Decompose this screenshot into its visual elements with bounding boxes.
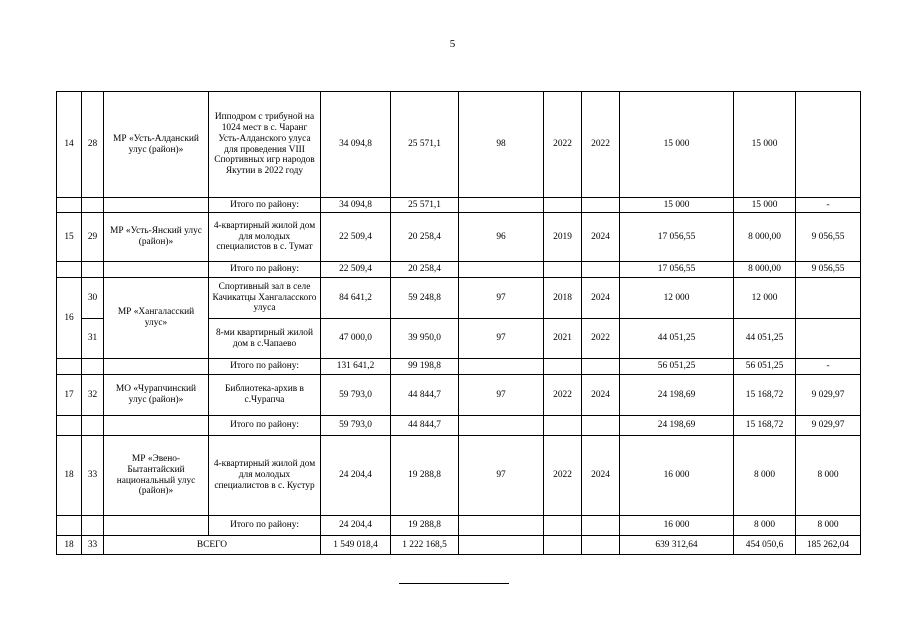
amount-total: 16 000	[620, 436, 734, 516]
object-number: 30	[82, 278, 104, 319]
subtotal-label: Итого по району:	[209, 359, 321, 375]
funding-table	[56, 91, 861, 555]
end-year: 2024	[582, 213, 620, 262]
subtotal-row	[57, 359, 861, 375]
subtotal-label: Итого по району:	[209, 262, 321, 278]
district-cell: МР «Хангаласский улус»	[104, 278, 209, 359]
amount-source-1: 15 000	[734, 92, 796, 198]
total-label: ВСЕГО	[104, 536, 321, 555]
object-number: 31	[82, 319, 104, 359]
object-cell: Ипподром с трибуной на 1024 мест в с. Чаранг Усть-Алданского улуса для проведения VIII Спортивных игр народов Якутии в 2022 году	[209, 92, 321, 198]
subtotal-amount-total: 17 056,55	[620, 262, 734, 278]
subtotal-row	[57, 198, 861, 213]
district-cell: МО «Чурапчинский улус (район)»	[104, 375, 209, 416]
start-year: 2018	[544, 278, 582, 319]
amount-source-1: 8 000,00	[734, 213, 796, 262]
row-number: 14	[57, 92, 82, 198]
object-cell: 8-ми квартирный жилой дом в с.Чапаево	[209, 319, 321, 359]
subtotal-row	[57, 262, 861, 278]
amount-total: 12 000	[620, 278, 734, 319]
amount-source-2	[796, 278, 861, 319]
remaining-cost: 39 950,0	[391, 319, 459, 359]
subtotal-remaining: 99 198,8	[391, 359, 459, 375]
subtotal-remaining: 19 288,8	[391, 516, 459, 536]
total-amount: 639 312,64	[620, 536, 734, 555]
subtotal-label: Итого по району:	[209, 198, 321, 213]
subtotal-amount-source-2: 8 000	[796, 516, 861, 536]
estimated-cost: 59 793,0	[321, 375, 391, 416]
end-year: 2022	[582, 92, 620, 198]
subtotal-amount-source-1: 8 000,00	[734, 262, 796, 278]
start-year: 2022	[544, 375, 582, 416]
subtotal-amount-source-2: -	[796, 198, 861, 213]
amount-source-2: 9 056,55	[796, 213, 861, 262]
subtotal-amount-source-1: 56 051,25	[734, 359, 796, 375]
amount-source-2	[796, 319, 861, 359]
amount-total: 24 198,69	[620, 375, 734, 416]
subtotal-remaining: 44 844,7	[391, 416, 459, 436]
district-cell: МР «Эвено-Бытантайский национальный улус (район)»	[104, 436, 209, 516]
estimated-cost: 24 204,4	[321, 436, 391, 516]
subtotal-cost: 24 204,4	[321, 516, 391, 536]
amount-total: 15 000	[620, 92, 734, 198]
object-number: 32	[82, 375, 104, 416]
subtotal-amount-total: 56 051,25	[620, 359, 734, 375]
row-number: 16	[57, 278, 82, 359]
total-amount-source-1: 454 050,6	[734, 536, 796, 555]
amount-source-1: 44 051,25	[734, 319, 796, 359]
amount-source-2	[796, 92, 861, 198]
district-cell: МР «Усть-Янский улус (район)»	[104, 213, 209, 262]
amount-source-2: 9 029,97	[796, 375, 861, 416]
amount-total: 17 056,55	[620, 213, 734, 262]
estimated-cost: 34 094,8	[321, 92, 391, 198]
subtotal-amount-source-1: 15 000	[734, 198, 796, 213]
amount-source-1: 12 000	[734, 278, 796, 319]
start-year: 2022	[544, 436, 582, 516]
total-cost: 1 549 018,4	[321, 536, 391, 555]
table-row	[57, 375, 861, 416]
amount-source-2: 8 000	[796, 436, 861, 516]
estimated-cost: 22 509,4	[321, 213, 391, 262]
readiness-percent: 97	[459, 319, 544, 359]
start-year: 2021	[544, 319, 582, 359]
readiness-percent: 97	[459, 436, 544, 516]
row-number: 18	[57, 436, 82, 516]
total-amount-source-2: 185 262,04	[796, 536, 861, 555]
table-row	[57, 92, 861, 198]
subtotal-amount-total: 16 000	[620, 516, 734, 536]
start-year: 2022	[544, 92, 582, 198]
subtotal-amount-source-1: 15 168,72	[734, 416, 796, 436]
remaining-cost: 19 288,8	[391, 436, 459, 516]
object-cell: 4-квартирный жилой дом для молодых специалистов в с. Тумат	[209, 213, 321, 262]
footnote-divider	[399, 583, 509, 584]
estimated-cost: 47 000,0	[321, 319, 391, 359]
end-year: 2024	[582, 436, 620, 516]
readiness-percent: 97	[459, 375, 544, 416]
amount-source-1: 8 000	[734, 436, 796, 516]
end-year: 2022	[582, 319, 620, 359]
subtotal-amount-total: 24 198,69	[620, 416, 734, 436]
subtotal-row	[57, 416, 861, 436]
page-number: 5	[449, 38, 456, 50]
object-number: 33	[82, 436, 104, 516]
subtotal-amount-source-2: -	[796, 359, 861, 375]
total-object-number: 33	[82, 536, 104, 555]
subtotal-cost: 22 509,4	[321, 262, 391, 278]
subtotal-remaining: 25 571,1	[391, 198, 459, 213]
estimated-cost: 84 641,2	[321, 278, 391, 319]
start-year: 2019	[544, 213, 582, 262]
amount-source-1: 15 168,72	[734, 375, 796, 416]
object-cell: Спортивный зал в селе Качикатцы Хангаласского улуса	[209, 278, 321, 319]
remaining-cost: 20 258,4	[391, 213, 459, 262]
total-remaining: 1 222 168,5	[391, 536, 459, 555]
table-row	[57, 278, 861, 319]
subtotal-remaining: 20 258,4	[391, 262, 459, 278]
total-row-number: 18	[57, 536, 82, 555]
subtotal-label: Итого по району:	[209, 416, 321, 436]
remaining-cost: 44 844,7	[391, 375, 459, 416]
subtotal-amount-source-2: 9 056,55	[796, 262, 861, 278]
subtotal-amount-source-2: 9 029,97	[796, 416, 861, 436]
end-year: 2024	[582, 375, 620, 416]
district-cell: МР «Усть-Алданский улус (район)»	[104, 92, 209, 198]
row-number: 17	[57, 375, 82, 416]
subtotal-cost: 59 793,0	[321, 416, 391, 436]
object-cell: Библиотека-архив в с.Чурапча	[209, 375, 321, 416]
table-row	[57, 436, 861, 516]
table-row	[57, 213, 861, 262]
object-number: 28	[82, 92, 104, 198]
total-row	[57, 536, 861, 555]
subtotal-amount-source-1: 8 000	[734, 516, 796, 536]
remaining-cost: 25 571,1	[391, 92, 459, 198]
amount-total: 44 051,25	[620, 319, 734, 359]
readiness-percent: 98	[459, 92, 544, 198]
subtotal-label: Итого по району:	[209, 516, 321, 536]
row-number: 15	[57, 213, 82, 262]
object-cell: 4-квартирный жилой дом для молодых специалистов в с. Кустур	[209, 436, 321, 516]
readiness-percent: 96	[459, 213, 544, 262]
readiness-percent: 97	[459, 278, 544, 319]
subtotal-row	[57, 516, 861, 536]
subtotal-amount-total: 15 000	[620, 198, 734, 213]
subtotal-cost: 34 094,8	[321, 198, 391, 213]
subtotal-cost: 131 641,2	[321, 359, 391, 375]
object-number: 29	[82, 213, 104, 262]
end-year: 2024	[582, 278, 620, 319]
remaining-cost: 59 248,8	[391, 278, 459, 319]
